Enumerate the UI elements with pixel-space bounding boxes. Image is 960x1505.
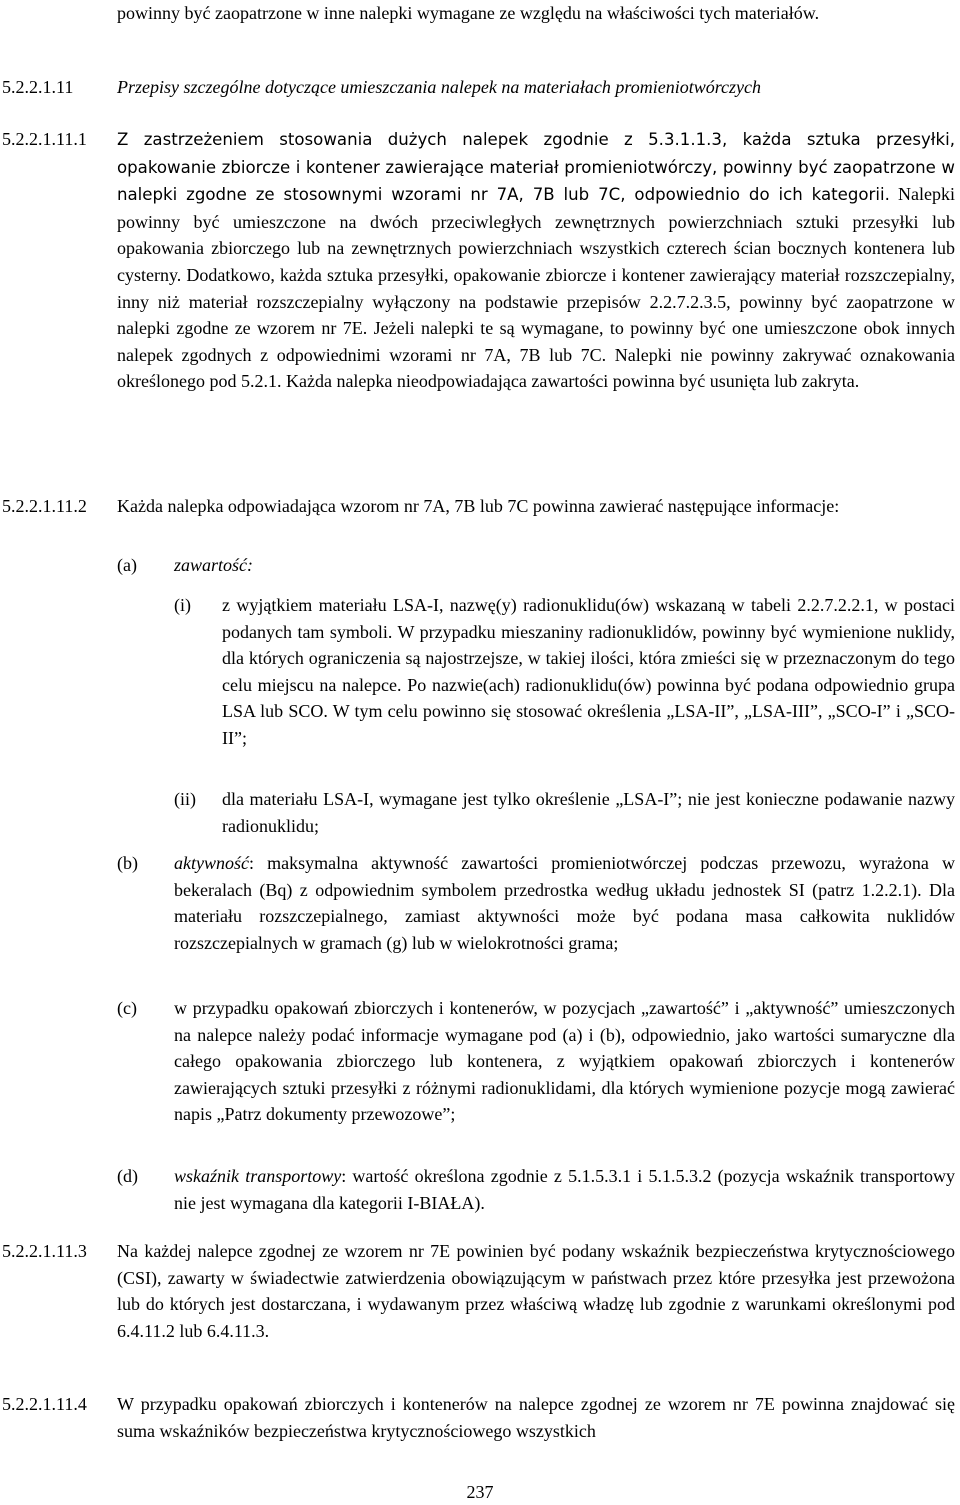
paragraph-text: Nalepki powinny być umieszczone na dwóch przeciwległych zewnętrznych powierzchniach sztuki przesyłki lub opakowania zbiorczego lub na zewnętrznych powierzchniach wszystkich czterech ścian bocznych kontenera lub cysterny. Dodatkowo, każda sztuka przesyłki, opakowanie zbiorcze i kontener zawierający materiał rozszczepialny, inny niż materiał rozszczepialny wyłączony na podstawie przepisów 2.2.7.2.3.5, powinny być zaopatrzone w nalepki zgodne ze wzorem nr 7E. Jeżeli nalepki te są wymagane, to powinny być one umieszczone obok innych nalepek zgodnych z odpowiednimi wzorami nr 7A, 7B lub 7C. Nalepki nie powinny zakrywać oznakowania określonego pod 5.2.1. Każda nalepka nieodpowiadająca zawartości powinna być usunięta lub zakryta. [117, 184, 955, 392]
item-text: w przypadku opakowań zbiorczych i kontenerów, w pozycjach „zawartość” i „aktywność” umieszczonych na nalepce należy podać informacje wymagane pod (a) i (b), odpowiednio, jako wartości sumaryczne dla całego opakowania zbiorczego lub kontenera, z wyjątkiem opakowań zbiorczych i kontenerów zawierających sztuki przesyłki z różnymi radionuklidami, dla których wymienione pozycje mogą zawierać napis „Patrz dokumenty przewozowe”; [174, 998, 955, 1125]
paragraph-text: opakowanie zbiorcze i kontener zawierające materiał promieniotwórczy, powinny być zaopatrzone w nalepki zgodne ze stosownymi wzorami nr 7A, 7B lub 7C, odpowiednio do ich kategorii. [117, 157, 955, 205]
subitem-text: dla materiału LSA-I, wymagane jest tylko określenie „LSA-I”; nie jest konieczne podawanie nazwy radionuklidu; [222, 789, 955, 836]
section-number: 5.2.2.1.11.3 [2, 1241, 87, 1261]
item-title: wskaźnik transportowy [174, 1166, 342, 1186]
item-title: zawartość: [174, 555, 254, 575]
subitem-label: (ii) [174, 789, 196, 809]
item-body: : wartość określona zgodnie z 5.1.5.3.1 i 5.1.5.3.2 (pozycja wskaźnik transportowy nie jest wymagana dla kategorii I-BIAŁA). [174, 1166, 955, 1213]
section-paragraph: Każda nalepka odpowiadająca wzorom nr 7A, 7B lub 7C powinna zawierać następujące informacje: [117, 496, 840, 516]
subitem-text: z wyjątkiem materiału LSA-I, nazwę(y) radionuklidu(ów) wskazaną w tabeli 2.2.7.2.2.1, w postaci podanych tam symboli. W przypadku mieszaniny radionuklidów, powinny być wymienione nuklidy, dla których ograniczenia są najostrzejsze, w takiej ilości, która zmieści się w przeznaczonym do tego celu miejscu na nalepce. Po nazwie(ach) radionuklidu(ów) powinna być podana odpowiednio grupa LSA lub SCO. W tym celu powinno się stosować określenia „LSA-II”, „LSA-III”, „SCO-I” i „SCO-II”; [222, 595, 955, 748]
item-label: (d) [117, 1166, 138, 1186]
section-number: 5.2.2.1.11.2 [2, 496, 87, 516]
item-label: (b) [117, 853, 138, 873]
intro-paragraph: powinny być zaopatrzone w inne nalepki wymagane ze względu na właściwości tych materiałów. [117, 3, 820, 23]
section-number: 5.2.2.1.11.1 [2, 129, 87, 149]
item-text [174, 850, 955, 956]
section-paragraph: W przypadku opakowań zbiorczych i kontenerów na nalepce zgodnej ze wzorem nr 7E powinna znajdować się suma wskaźników bezpieczeństwa krytycznościowego wszystkich [117, 1394, 955, 1441]
item-label: (a) [117, 555, 137, 575]
item-body: : maksymalna aktywność zawartości promieniotwórczej podczas przewozu, wyrażona w bekeralach (Bq) z odpowiednim symbolem przedrostka według układu jednostek SI (patrz 1.2.2.1). Dla materiału rozszczepialnego, zamiast aktywności może być podana masa całkowita nuklidów rozszczepialnych w gramach (g) lub w wielokrotności grama; [174, 853, 955, 953]
subitem-label: (i) [174, 595, 191, 615]
section-paragraph [117, 126, 955, 395]
section-number: 5.2.2.1.11 [2, 77, 74, 97]
item-label: (c) [117, 998, 137, 1018]
item-title: aktywność [174, 853, 249, 873]
section-paragraph: Na każdej nalepce zgodnej ze wzorem nr 7E powinien być podany wskaźnik bezpieczeństwa krytycznościowego (CSI), zawarty w świadectwie zatwierdzenia obowiązującym w państwach przez które przesyłka jest przewożona lub do których jest dostarczana, i wydawanym przez właściwą władzę lub zgodnie z warunkami określonymi pod 6.4.11.2 lub 6.4.11.3. [117, 1241, 955, 1341]
section-number: 5.2.2.1.11.4 [2, 1394, 87, 1414]
page-number: 237 [466, 1482, 494, 1502]
paragraph-text: Z zastrzeżeniem stosowania dużych nalepek zgodnie z 5.3.1.1.3, każda sztuka przesyłki, [117, 130, 955, 149]
item-text [174, 1163, 955, 1216]
section-title: Przepisy szczególne dotyczące umieszczania nalepek na materiałach promieniotwórczych [117, 77, 762, 97]
